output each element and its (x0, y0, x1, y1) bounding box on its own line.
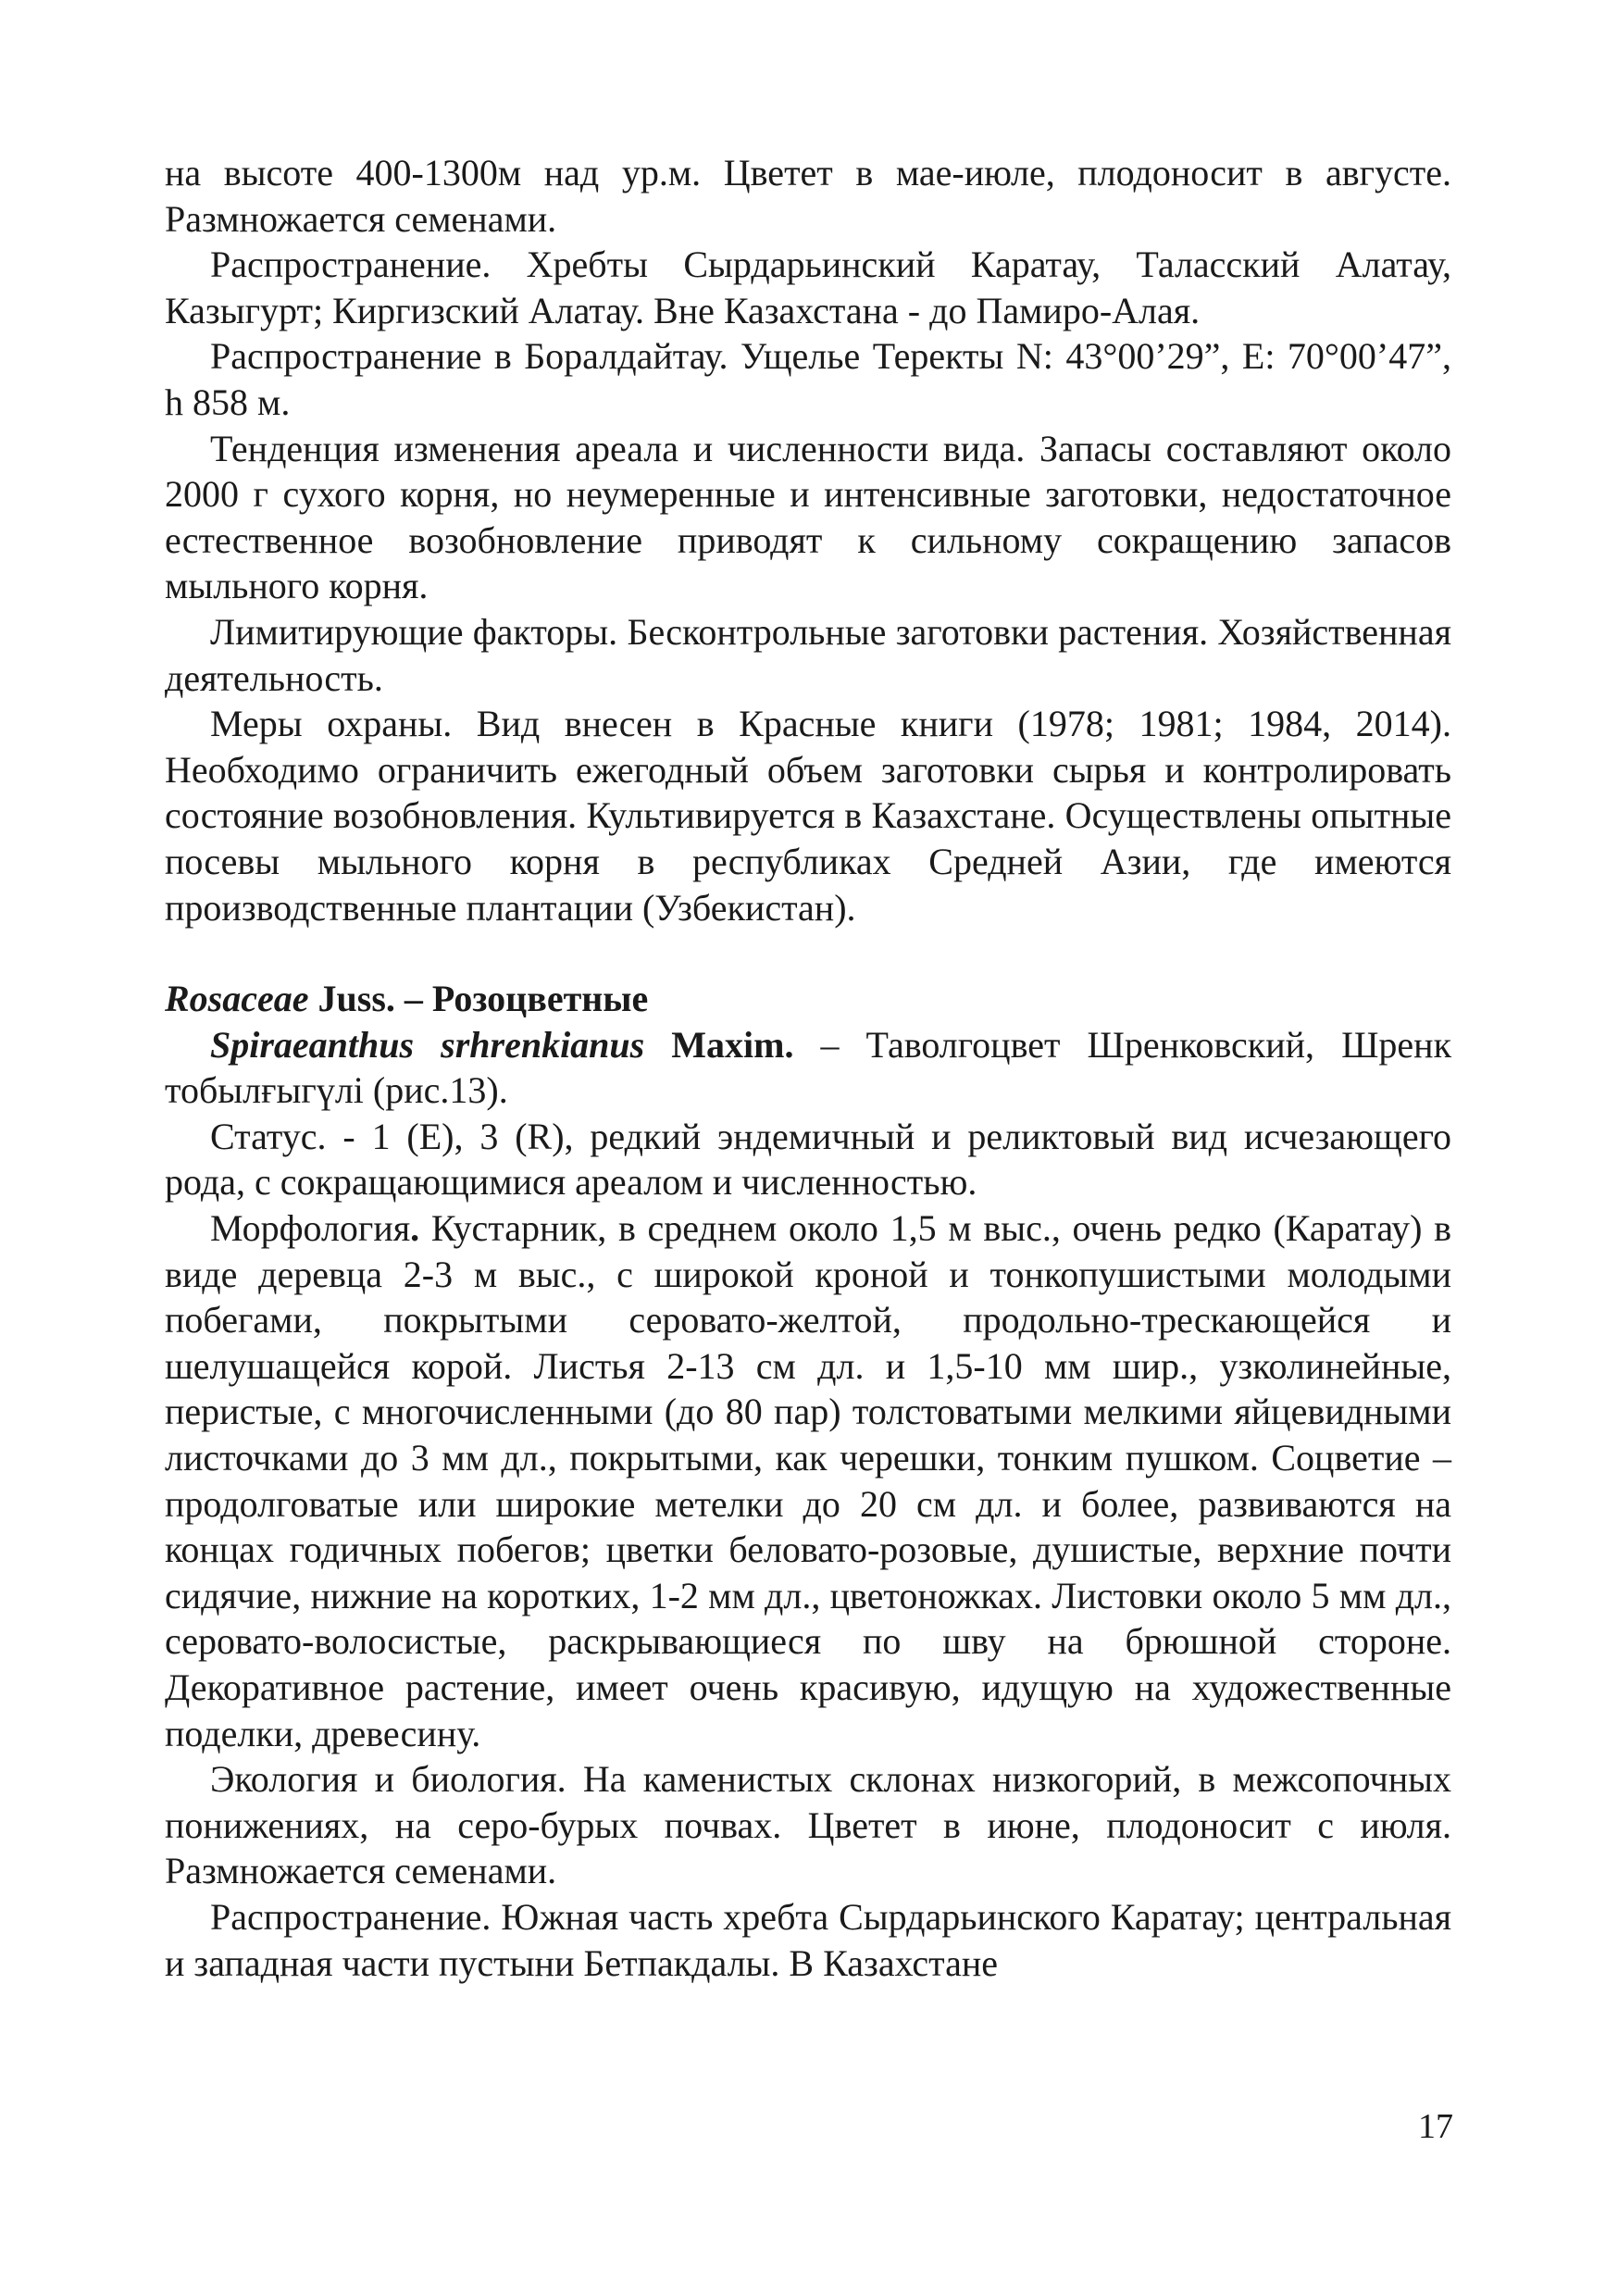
species-common-names: – Таволгоцвет Шренковский, Шренк тобылғыгүлі (рис.13). (165, 1023, 1452, 1112)
paragraph-distribution-boraldaitau: Распространение в Боралдайтау. Ущелье Теректы N: 43°00’29”, E: 70°00’47”, h 858 м. (165, 335, 1451, 423)
paragraph-limiting-factors: Лимитирующие факторы. Бесконтрольные заготовки растения. Хозяйственная деятельность. (165, 610, 1451, 699)
page-number: 17 (1418, 2107, 1453, 2146)
morphology-text: Кустарник, в среднем около 1,5 м выс., очень редко (Каратау) в виде деревца 2-3 м выс., с широкой кроной и тонкопушистыми молодыми побегами, покрытыми серовато-желтой, продольно-трескающейся и шелушащейся корой. Листья 2-13 см дл. и 1,5-10 мм шир., узколинейные, перистые, с многочисленными (до 80 пар) толстоватыми мелкими яйцевидными листочками до 3 мм дл., покрытыми, как черешки, тонким пушком. Соцветие – продолговатые или широкие метелки до 20 см дл. и более, развиваются на концах годичных побегов; цветки беловато-розовые, душистые, верхние почти сидячие, нижние на коротких, 1-2 мм дл., цветоножках. Листовки около 5 мм дл., серовато-волосистые, раскрывающиеся по шву на брюшной стороне. Декоративное растение, имеет очень красивую, идущую на художественные поделки, древесину. (165, 1207, 1451, 1754)
paragraph-continued: на высоте 400-1300м над ур.м. Цветет в мае-июле, плодоносит в августе. Размножается семенами. (165, 152, 1451, 240)
family-author-and-name: Juss. – Розоцветные (308, 978, 649, 1020)
species-author: Maxim. (644, 1023, 794, 1066)
paragraph-protection: Меры охраны. Вид внесен в Красные книги (1978; 1981; 1984, 2014). Необходимо ограничить ежегодный объем заготовки сырья и контролировать состояние возобновления. Культивируется в Казахстане. Осуществлены опытные посевы мыльного корня в республиках Средней Азии, где имеются производственные плантации (Узбекистан). (165, 703, 1451, 929)
species-heading (165, 1022, 1451, 1114)
family-latin-name: Rosaceae (165, 978, 309, 1020)
morphology-dot: . (410, 1207, 420, 1250)
paragraph-trend: Тенденция изменения ареала и численности вида. Запасы составляют около 2000 г сухого корня, но неумеренные и интенсивные заготовки, недостаточное естественное возобновление приводят к сильному сокращению запасов мыльного корня. (165, 427, 1451, 607)
family-heading (165, 976, 1451, 1022)
paragraph-morphology (165, 1205, 1451, 1756)
paragraph-distribution-species: Распространение. Южная часть хребта Сырдарьинского Каратау; центральная и западная части пустыни Бетпакдалы. В Казахстане (165, 1895, 1451, 1984)
paragraph-ecology: Экология и биология. На каменистых склонах низкогорий, в межсопочных понижениях, на серо-бурых почвах. Цветет в июне, плодоносит с июля. Размножается семенами. (165, 1758, 1451, 1892)
body-text (165, 150, 1451, 1986)
species-latin-name: Spiraeanthus srhrenkianus (210, 1023, 645, 1066)
morphology-label: Морфология (210, 1207, 411, 1250)
paragraph-distribution: Распространение. Хребты Сырдарьинский Каратау, Таласский Алатау, Казыгурт; Киргизский Алатау. Вне Казахстана - до Памиро-Алая. (165, 243, 1451, 331)
paragraph-status: Статус. - 1 (E), 3 (R), редкий эндемичный и реликтовый вид исчезающего рода, с сокращающимися ареалом и численностью. (165, 1115, 1451, 1204)
